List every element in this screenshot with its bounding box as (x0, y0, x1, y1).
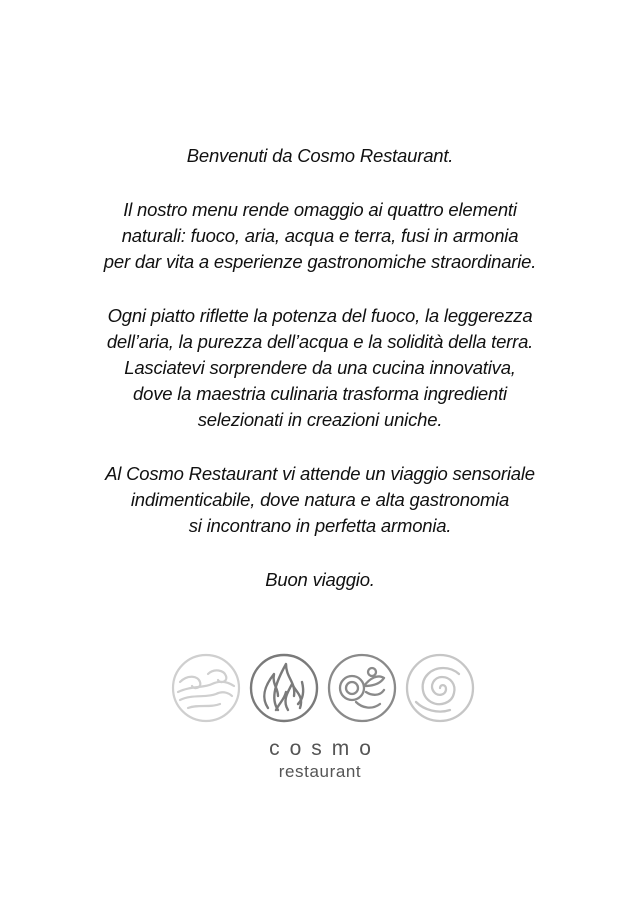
text-line: Al Cosmo Restaurant vi attende un viaggio sensoriale (105, 463, 535, 484)
greeting-line: Benvenuti da Cosmo Restaurant. (186, 145, 454, 166)
brand-subtitle: restaurant (278, 762, 362, 781)
journey-paragraph (0, 461, 640, 539)
logo-emblems (170, 652, 470, 724)
text-line: per dar vita a esperienze gastronomiche straordinarie. (103, 251, 537, 272)
dishes-paragraph (0, 303, 640, 433)
text-line: Il nostro menu rende omaggio ai quattro elementi (123, 199, 517, 220)
text-line: dell’aria, la purezza dell’acqua e la solidità della terra. (106, 331, 534, 352)
text-line: Lasciatevi sorprendere da una cucina innovativa, (124, 357, 516, 378)
earth-emblem-icon (326, 652, 398, 724)
text-line: selezionati in creazioni uniche. (197, 409, 443, 430)
water-emblem-icon (404, 652, 476, 724)
text-line: indimenticabile, dove natura e alta gastronomia (130, 489, 510, 510)
welcome-text (0, 143, 640, 621)
text-line: si incontrano in perfetta armonia. (188, 515, 452, 536)
elements-paragraph (0, 197, 640, 275)
closing-paragraph (0, 567, 640, 593)
greeting-paragraph (0, 143, 640, 169)
text-line: naturali: fuoco, aria, acqua e terra, fusi in armonia (121, 225, 519, 246)
text-line: Ogni piatto riflette la potenza del fuoco, la leggerezza (107, 305, 533, 326)
wind-emblem-icon (170, 652, 242, 724)
text-line: dove la maestria culinaria trasforma ingredienti (133, 383, 507, 404)
brand-name: cosmo (269, 737, 381, 760)
closing-line: Buon viaggio. (265, 569, 375, 590)
fire-emblem-icon (248, 652, 320, 724)
